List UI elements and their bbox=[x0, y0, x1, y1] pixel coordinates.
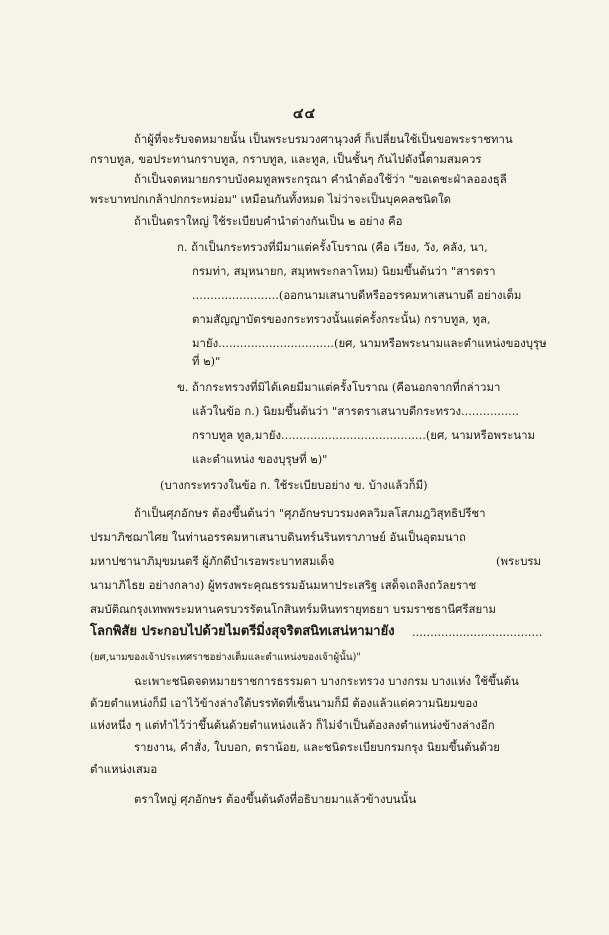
text-line: ด้วยตำแหน่งก็มี เอาไว้ข้างล่างใต้บรรทัดที่เซ็นนามก็มี ต้องแล้วแต่ความนิยมของ bbox=[90, 696, 478, 710]
blank-fill: .................................... bbox=[412, 625, 543, 639]
text-line: ตามสัญญาบัตรของกระทรวงนั้นแต่ครั้งกระนั้น) กราบทูล, ทูล, bbox=[192, 312, 491, 326]
page-number: ๔๔ bbox=[292, 106, 317, 122]
text-line: กรมท่า, สมุหนายก, สมุหพระกลาโหม) นิยมขึ้นต้นว่า "สารตรา bbox=[192, 264, 496, 278]
text-line: ตำแหน่งเสมอ bbox=[90, 762, 158, 776]
text-line: ปรมาภิชฌาไศย ในท่านอรรคมหาเสนาบดินทร์นรินทราภาษย์ อันเป็นอุตมนาถ bbox=[90, 530, 466, 544]
text-line: (ยศ,นามของเจ้าประเทศราชอย่างเต็มและตำแหน่งของเจ้าผู้นั้น)" bbox=[90, 652, 361, 663]
text-line: แห่งหนึ่ง ๆ แต่ทำไว้ว่าขึ้นต้นด้วยตำแหน่งแล้ว ก็ไม่จำเป็นต้องลงตำแหน่งข้างล่างอีก bbox=[90, 718, 495, 732]
text-line: กราบทูล, ขอประทานกราบทูล, กราบทูล, และทูล, เป็นชั้นๆ กันไปดังนี้ตามสมควร bbox=[90, 152, 482, 166]
text-line: ........................(ออกนามเสนาบดีหรืออรรคมหาเสนาบดี อย่างเต็ม bbox=[192, 288, 522, 302]
text-line: นามาภิไธย อย่างกลาง) ผู้ทรงพระคุณธรรมอันมหาประเสริฐ เสด็จเถลิงถวัลยราช bbox=[90, 578, 477, 592]
text-line: พระบาทปกเกล้าปกกระหม่อม" เหมือนกันทั้งหมด ไม่ว่าจะเป็นบุคคลชนิดใด bbox=[90, 192, 452, 206]
text-line: ตราใหญ่ ศุภอักษร ต้องขึ้นต้นดังที่อธิบายมาแล้วข้างบนนั้น bbox=[134, 792, 417, 806]
text-line: ถ้าเป็นศุภอักษร ต้องขึ้นต้นว่า "ศุภอักษรบวรมงคลวิมลโสภมฎวิสุทธิปรีชา bbox=[134, 506, 486, 520]
text-line: รายงาน, คำสั่ง, ใบบอก, ตราน้อย, และชนิดระเบียบกรมกรุง นิยมขึ้นต้นด้วย bbox=[134, 740, 500, 754]
text-line: ถ้าผู้ที่จะรับจดหมายนั้น เป็นพระบรมวงศานุวงศ์ ก็เปลี่ยนใช้เป็นขอพระราชทาน bbox=[134, 132, 513, 146]
text-line: ฉะเพาะชนิดจดหมายราชการธรรมดา บางกระทรวง บางกรม บางแห่ง ใช้ขึ้นต้น bbox=[134, 674, 519, 688]
text-line: กราบทูล ทูล,มายัง........................................(ยศ, นามหรือพระนาม bbox=[192, 428, 536, 442]
note-line: (บางกระทรวงในข้อ ก. ใช้ระเบียบอย่าง ข. บ้างแล้วก็มี) bbox=[160, 478, 428, 492]
text-line: และตำแหน่ง ของบุรุษที่ ๒)" bbox=[192, 452, 328, 466]
list-item-ko: ก. ถ้าเป็นกระทรวงที่มีมาแต่ครั้งโบราณ (คือ เวียง, วัง, คลัง, นา, bbox=[177, 240, 488, 254]
text-line: มหาปชานาภิมุขมนตรี ผู้ภักดีบำเรอพระบาทสมเด็จ bbox=[90, 554, 335, 568]
text-line: สมบัติณกรุงเทพพระมหานครบวรรัตนโกสินทร์มหินทรายุทธยา บรมราชธานีศรีสยาม bbox=[90, 602, 497, 616]
text-line: ที่ ๒)" bbox=[192, 354, 221, 368]
list-item-kho: ข. ถ้ากระทรวงที่มิได้เคยมีมาแต่ครั้งโบราณ (คือนอกจากที่กล่าวมา bbox=[177, 380, 501, 394]
text-line: มายัง................................(ยศ, นามหรือพระนามและตำแหน่งของบุรุษ bbox=[192, 336, 547, 350]
text-line: โลกพิสัย ประกอบไปด้วยไมตรีมิ่งสุจริตสนิทเสน่หามายัง bbox=[90, 624, 395, 639]
text-line: ถ้าเป็นตราใหญ่ ใช้ระเบียบคำนำต่างกันเป็น ๒ อย่าง คือ bbox=[134, 214, 403, 228]
text-line: แล้วในข้อ ก.) นิยมขึ้นต้นว่า "สารตราเสนาบดีกระทรวง................ bbox=[192, 404, 519, 418]
text-line: (พระบรม bbox=[496, 554, 542, 568]
text-line: ถ้าเป็นจดหมายกราบบังคมทูลพระกรุณา คำนำต้องใช้ว่า "ขอเดชะฝ่าลอองธุลี bbox=[134, 172, 507, 186]
